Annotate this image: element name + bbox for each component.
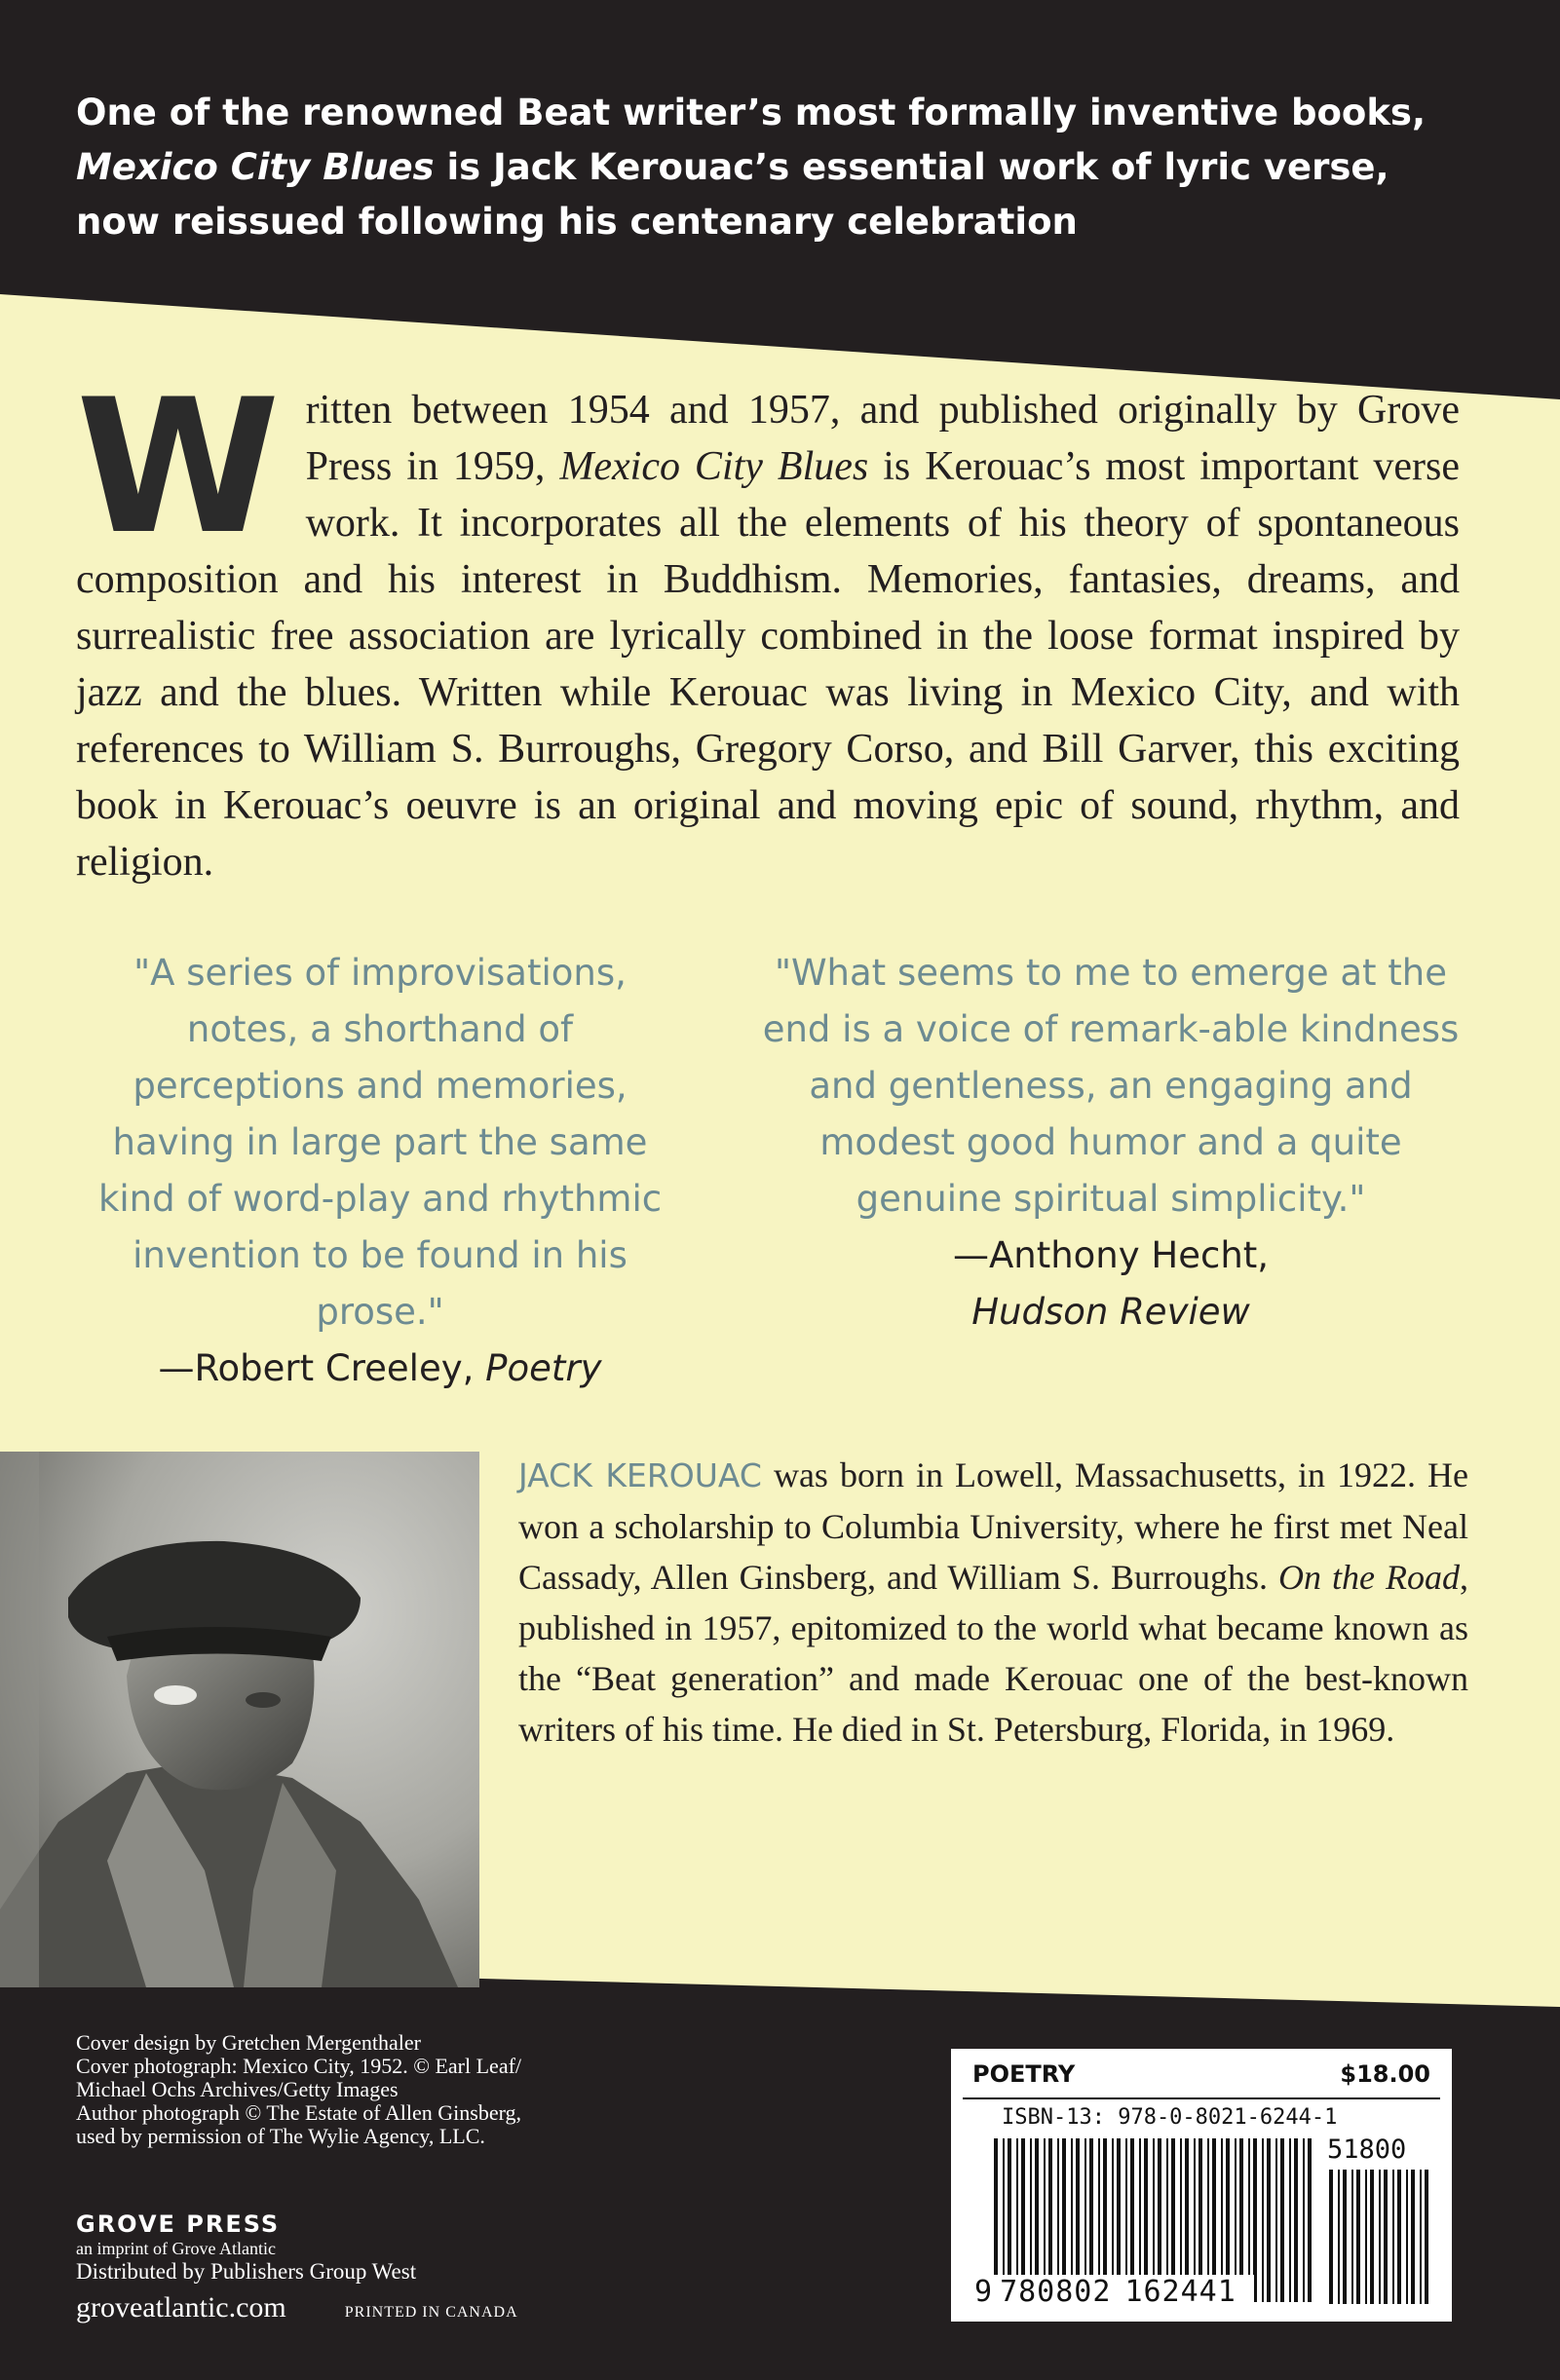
barcode-digit-first: 9 xyxy=(974,2275,993,2309)
tagline-book-title: Mexico City Blues xyxy=(76,146,435,188)
description-part-2: is Kerouac’s most important verse work. It incorporates all the elements of his theory of spontaneous composition and his interest in Buddhism. Memories, fantasies, dreams, and surrealistic free association are lyrically combined in the loose format inspired by jazz and the blues. Written while Kerouac was living in Mexico City, and with references to William S. Burroughs, Gregory Corso, and Bill Garver, this exciting book in Kerouac’s oeuvre is an original and moving epic of sound, rhythm, and religion. xyxy=(76,444,1460,885)
author-name: JACK KEROUAC xyxy=(518,1456,762,1494)
author-bio xyxy=(518,1450,1468,1755)
barcode-bar xyxy=(1308,2138,1312,2302)
barcode-bar xyxy=(1384,2170,1388,2304)
credit-line: Author photograph © The Estate of Allen Ginsberg, xyxy=(76,2100,522,2125)
barcode-addon-bars xyxy=(1329,2170,1428,2304)
quote-source: Poetry xyxy=(485,1347,602,1389)
publisher-imprint: an imprint of Grove Atlantic xyxy=(76,2239,276,2258)
barcode-bar xyxy=(1303,2138,1305,2302)
barcode-bar xyxy=(1420,2170,1422,2304)
barcode-bar xyxy=(1425,2170,1428,2304)
drop-cap: W xyxy=(76,359,281,575)
quote-source: Hudson Review xyxy=(971,1291,1250,1333)
tagline-line-1: One of the renowned Beat writer’s most formally inventive books, xyxy=(76,92,1427,133)
bio-book-title: On the Road xyxy=(1278,1558,1461,1597)
credit-line: Cover design by Gretchen Mergenthaler xyxy=(76,2030,421,2055)
description-part-1: ritten between 1954 and 1957, and published originally by Grove Press in 1959, xyxy=(305,388,1460,489)
quote-author: —Anthony Hecht, xyxy=(952,1234,1270,1276)
barcode-bar xyxy=(1338,2170,1340,2304)
barcode-digits xyxy=(970,2275,1254,2309)
barcode-digits-group-2: 162441 xyxy=(1124,2275,1237,2309)
barcode-bar xyxy=(1329,2170,1333,2304)
publisher-site-row xyxy=(76,2291,700,2324)
barcode-bar xyxy=(1411,2170,1415,2304)
blurb-quote-creeley xyxy=(78,945,682,1397)
printed-in: PRINTED IN CANADA xyxy=(344,2304,518,2321)
barcode-bar xyxy=(1397,2170,1401,2304)
publisher-website: groveatlantic.com xyxy=(76,2291,286,2323)
barcode-bar xyxy=(1392,2170,1394,2304)
bio-part-1: was born in Lowell, Massachusetts, in 1922. He won a scholarship to Columbia University, where he first met Neal Cassady, Allen Ginsberg, and William S. Burroughs. xyxy=(518,1455,1468,1597)
publisher-name: GROVE PRESS xyxy=(76,2210,281,2238)
barcode-bar xyxy=(1289,2138,1291,2302)
barcode-bar xyxy=(1343,2170,1347,2304)
book-description xyxy=(76,359,1460,890)
barcode-bar xyxy=(1370,2170,1374,2304)
description-book-title: Mexico City Blues xyxy=(559,444,869,489)
barcode-box xyxy=(951,2049,1452,2322)
barcode-isbn: ISBN-13: 978-0-8021-6244-1 xyxy=(1002,2105,1338,2130)
quote-source-line xyxy=(760,1284,1462,1341)
tagline-line-3: now reissued following his centenary celebration xyxy=(76,201,1078,243)
author-photo xyxy=(0,1452,479,1987)
barcode-bar xyxy=(1406,2170,1408,2304)
barcode-bar xyxy=(1267,2138,1271,2302)
barcode-price: $18.00 xyxy=(1340,2060,1430,2088)
bio-part-2: , published in 1957, epitomized to the world what became known as the “Beat generation” and made Kerouac one of the best-known writers of his time. He died in St. Petersburg, Florida, in 1969. xyxy=(518,1558,1469,1749)
barcode-category: POETRY xyxy=(972,2060,1076,2088)
blurb-quote-hecht xyxy=(760,945,1462,1341)
credit-line: used by permission of The Wylie Agency, LLC. xyxy=(76,2124,485,2148)
barcode-digits-group-1: 780802 xyxy=(1000,2275,1112,2309)
quote-attribution xyxy=(78,1341,682,1397)
publisher-distributor: Distributed by Publishers Group West xyxy=(76,2259,417,2284)
credit-line: Michael Ochs Archives/Getty Images xyxy=(76,2077,399,2101)
tagline xyxy=(76,86,1489,249)
barcode-bar xyxy=(1351,2170,1353,2304)
quote-text: "A series of improvisations, notes, a shorthand of perceptions and memories, having in large part the same kind of word-play and rhythmic invention to be found in his prose." xyxy=(97,952,663,1333)
quote-text: "What seems to me to emerge at the end is a voice of remark-able kindness and gentleness, an engaging and modest good humor and a quite genuine spiritual simplicity." xyxy=(762,952,1460,1220)
barcode-bar xyxy=(1280,2138,1284,2302)
barcode-bar xyxy=(1262,2138,1264,2302)
barcode-bar xyxy=(1294,2138,1298,2302)
publisher-info xyxy=(76,2210,700,2324)
barcode-bar xyxy=(1275,2138,1277,2302)
quote-author: —Robert Creeley, xyxy=(158,1347,486,1389)
barcode-bar xyxy=(1365,2170,1367,2304)
barcode-bar xyxy=(1379,2170,1381,2304)
barcode-bar xyxy=(1356,2170,1360,2304)
author-portrait-image xyxy=(0,1452,479,1987)
credits xyxy=(76,2031,680,2148)
tagline-line-2 xyxy=(76,140,1489,195)
tagline-line-2-rest: is Jack Kerouac’s essential work of lyric verse, xyxy=(434,146,1389,188)
barcode-addon-number: 51800 xyxy=(1327,2134,1407,2165)
credit-line: Cover photograph: Mexico City, 1952. © Earl Leaf/ xyxy=(76,2054,522,2078)
